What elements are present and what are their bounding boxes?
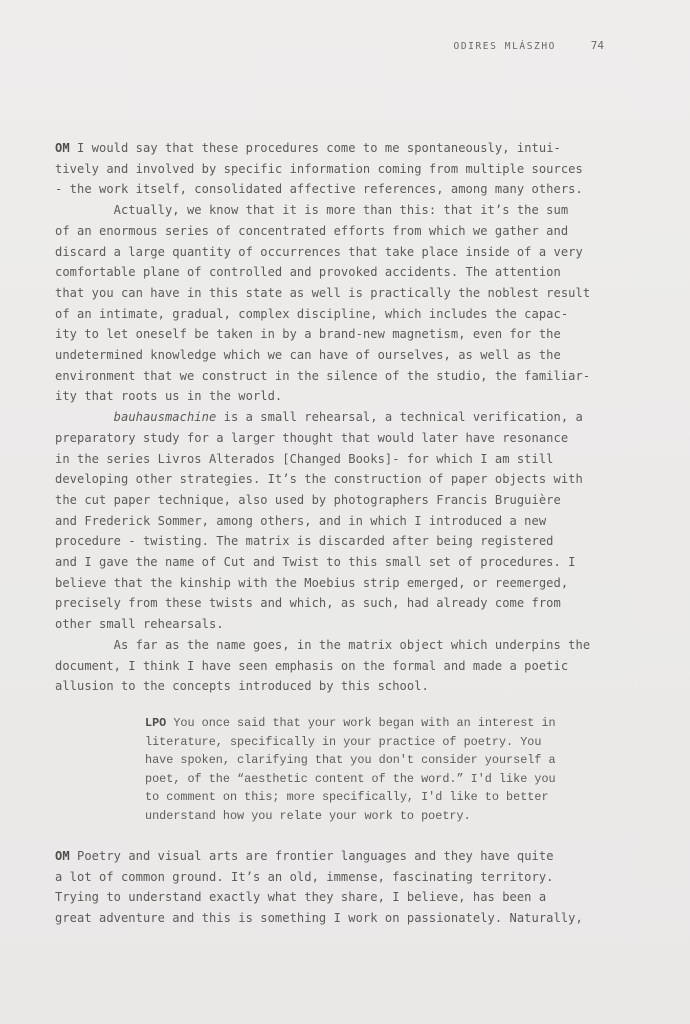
text-line: a lot of common ground. It’s an old, immense, fascinating territory. [55,869,554,884]
text-line: in the series Livros Alterados [Changed Books]- for which I am still [55,451,554,466]
text-line: LPO You once said that your work began with an interest in [145,716,556,730]
page-number: 74 [590,39,604,52]
text-line: to comment on this; more specifically, I'd like to better [145,790,549,805]
speaker-label: OM [55,141,70,155]
speaker-label: OM [55,849,70,863]
text-line: developing other strategies. It’s the construction of paper objects with [55,472,583,487]
question-block [145,714,595,826]
text-line: OM I would say that these procedures come to me spontaneously, intui- [55,141,561,155]
text-line: procedure - twisting. The matrix is discarded after being registered [55,534,554,549]
text-line: OM Poetry and visual arts are frontier languages and they have quite [55,849,554,863]
text-line: discard a large quantity of occurrences that take place inside of a very [55,244,583,259]
text-line: ity to let oneself be taken in by a brand-new magnetism, even for the [55,327,561,342]
running-head-title: ODIRES MLÁSZHO [453,41,556,52]
work-title: bauhausmachine [113,410,217,425]
text-line: and I gave the name of Cut and Twist to this small set of procedures. I [55,555,576,570]
answer-block-1 [55,138,615,697]
text-line: literature, specifically in your practice of poetry. You [145,734,542,749]
text-line: allusion to the concepts introduced by this school. [55,679,429,694]
text-line: other small rehearsals. [55,617,224,632]
text-line: believe that the kinship with the Moebius strip emerged, or reemerged, [55,575,569,590]
text-line: the cut paper technique, also used by photographers Francis Bruguière [55,492,561,507]
text-line: comfortable plane of controlled and provoked accidents. The attention [55,265,561,280]
text-line: As far as the name goes, in the matrix object which underpins the [55,637,591,652]
text-line: and Frederick Sommer, among others, and in which I introduced a new [55,513,547,528]
text-line: bauhausmachine is a small rehearsal, a technical verification, a [113,410,583,425]
text-line: of an intimate, gradual, complex discipline, which includes the capac- [55,306,569,321]
text-line: understand how you relate your work to poetry. [145,808,471,823]
text-line: poet, of the “aesthetic content of the word.” I'd like you [145,771,556,786]
text-line: precisely from these twists and which, as such, had already come from [55,596,561,611]
text-line: document, I think I have seen emphasis on the formal and made a poetic [55,658,569,673]
text-line: - the work itself, consolidated affective references, among many others. [55,182,583,197]
text-line: of an enormous series of concentrated efforts from which we gather and [55,223,569,238]
text-line: Trying to understand exactly what they share, I believe, has been a [55,890,547,905]
answer-block-2 [55,846,615,929]
text-line: undetermined knowledge which we can have of ourselves, as well as the [55,348,561,363]
text-line: preparatory study for a larger thought that would later have resonance [55,430,569,445]
text-line: ity that roots us in the world. [55,389,283,404]
text-line: great adventure and this is something I work on passionately. Naturally, [55,911,583,926]
text-line: environment that we construct in the silence of the studio, the familiar- [55,368,591,383]
text-line: have spoken, clarifying that you don't consider yourself a [145,753,556,768]
speaker-label: LPO [145,716,167,730]
text-line: tively and involved by specific information coming from multiple sources [55,161,583,176]
text-line: that you can have in this state as well is practically the noblest result [55,285,591,300]
text-line: Actually, we know that it is more than this: that it’s the sum [55,203,569,218]
